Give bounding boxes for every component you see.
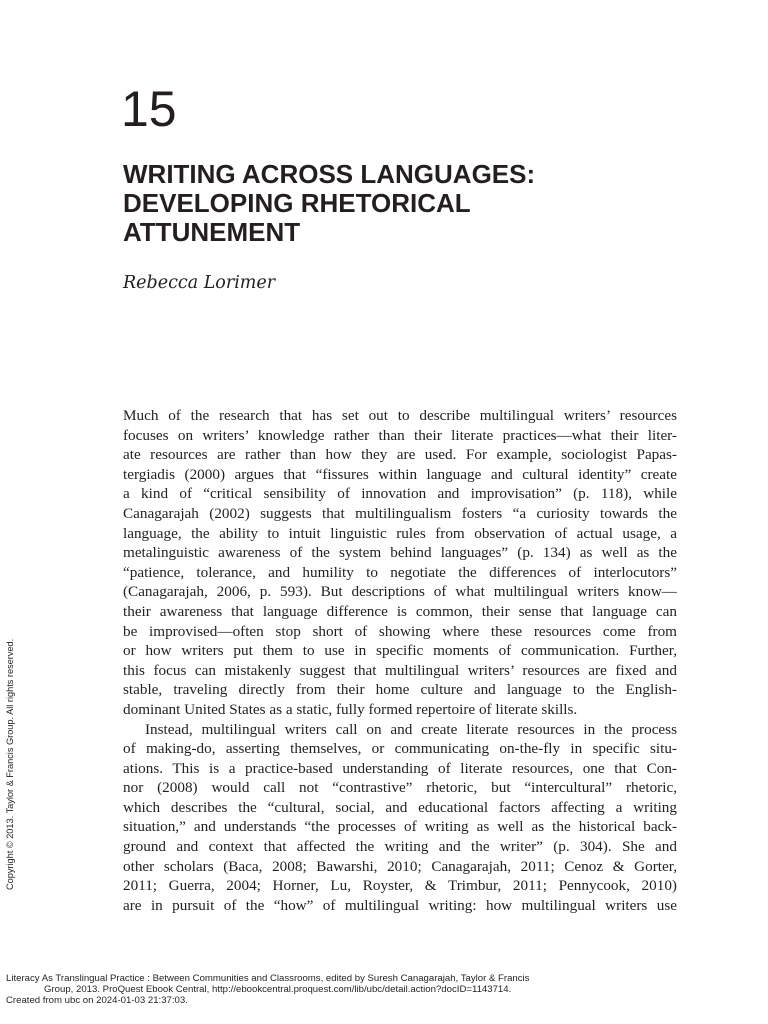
footer-citation (6, 973, 626, 1006)
body-line: (Canagarajah, 2006, p. 593). But descriptions of what multilingual writers know— (123, 583, 677, 601)
chapter-title-line: ATTUNEMENT (123, 217, 301, 247)
body-line: their awareness that language difference is common, their sense that language can (123, 602, 677, 620)
body-line: ate resources are rather than how they are used. For example, sociologist Papas- (123, 446, 677, 464)
body-line: this focus can mistakenly suggest that multilingual writers’ resources are fixed and (123, 661, 677, 679)
body-line: of making-do, asserting themselves, or communicating on-the-fly in specific situ- (123, 740, 677, 758)
body-line: ations. This is a practice-based understanding of literate resources, one that Con- (123, 759, 677, 777)
body-line: or how writers put them to use in specific moments of communication. Further, (123, 642, 677, 660)
body-line: Instead, multilingual writers call on and create literate resources in the process (145, 720, 677, 738)
body-line: other scholars (Baca, 2008; Bawarshi, 2010; Canagarajah, 2011; Cenoz & Gorter, (123, 857, 677, 875)
body-line: Much of the research that has set out to describe multilingual writers’ resources (123, 407, 677, 424)
body-text (123, 406, 677, 915)
body-line: stable, traveling directly from their home culture and language to the English- (123, 681, 677, 699)
body-line: metalinguistic awareness of the system behind languages” (p. 134) as well as the (123, 544, 677, 562)
body-line: be improvised—often stop short of showing where these resources come from (123, 622, 677, 640)
footer-line: Group, 2013. ProQuest Ebook Central, http://ebookcentral.proquest.com/lib/ubc/detail.action?docID=1143714. (44, 984, 512, 995)
body-line: ground and context that affected the writing and the writer” (p. 304). She and (123, 838, 677, 856)
chapter-title (123, 160, 683, 247)
copyright-notice: Copyright © 2013. Taylor & Francis Group. All rights reserved. (5, 638, 15, 890)
body-line: situation,” and understands “the processes of writing as well as the historical back- (123, 818, 677, 836)
body-line: dominant United States as a static, fully formed repertoire of literate skills. (123, 700, 578, 718)
chapter-title-line: DEVELOPING RHETORICAL (123, 188, 471, 218)
author-name: Rebecca Lorimer (123, 273, 276, 293)
body-line: focuses on writers’ knowledge rather than their literate practices—what their liter- (123, 426, 677, 444)
chapter-title-line: WRITING ACROSS LANGUAGES: (123, 159, 536, 189)
body-line: a kind of “critical sensibility of innovation and improvisation” (p. 118), while (123, 485, 677, 503)
chapter-number: 15 (121, 81, 177, 137)
body-line: which describes the “cultural, social, and educational factors affecting a writing (123, 798, 677, 816)
footer-line: Literacy As Translingual Practice : Between Communities and Classrooms, edited by Suresh Canagarajah, Taylor & Francis (6, 973, 530, 984)
body-line: are in pursuit of the “how” of multilingual writing: how multilingual writers use (123, 896, 677, 914)
body-line: nor (2008) would call not “contrastive” rhetoric, but “intercultural” rhetoric, (123, 779, 677, 797)
footer-line: Created from ubc on 2024-01-03 21:37:03. (6, 995, 188, 1006)
body-line: “patience, tolerance, and humility to negotiate the differences of interlocutors” (123, 563, 677, 581)
body-line: tergiadis (2000) argues that “fissures within language and cultural identity” create (123, 465, 677, 483)
body-line: 2011; Guerra, 2004; Horner, Lu, Royster, & Trimbur, 2011; Pennycook, 2010) (123, 877, 677, 895)
body-line: language, the ability to intuit linguistic rules from observation of actual usage, a (123, 524, 677, 542)
body-line: Canagarajah (2002) suggests that multilingualism fosters “a curiosity towards the (123, 504, 677, 522)
